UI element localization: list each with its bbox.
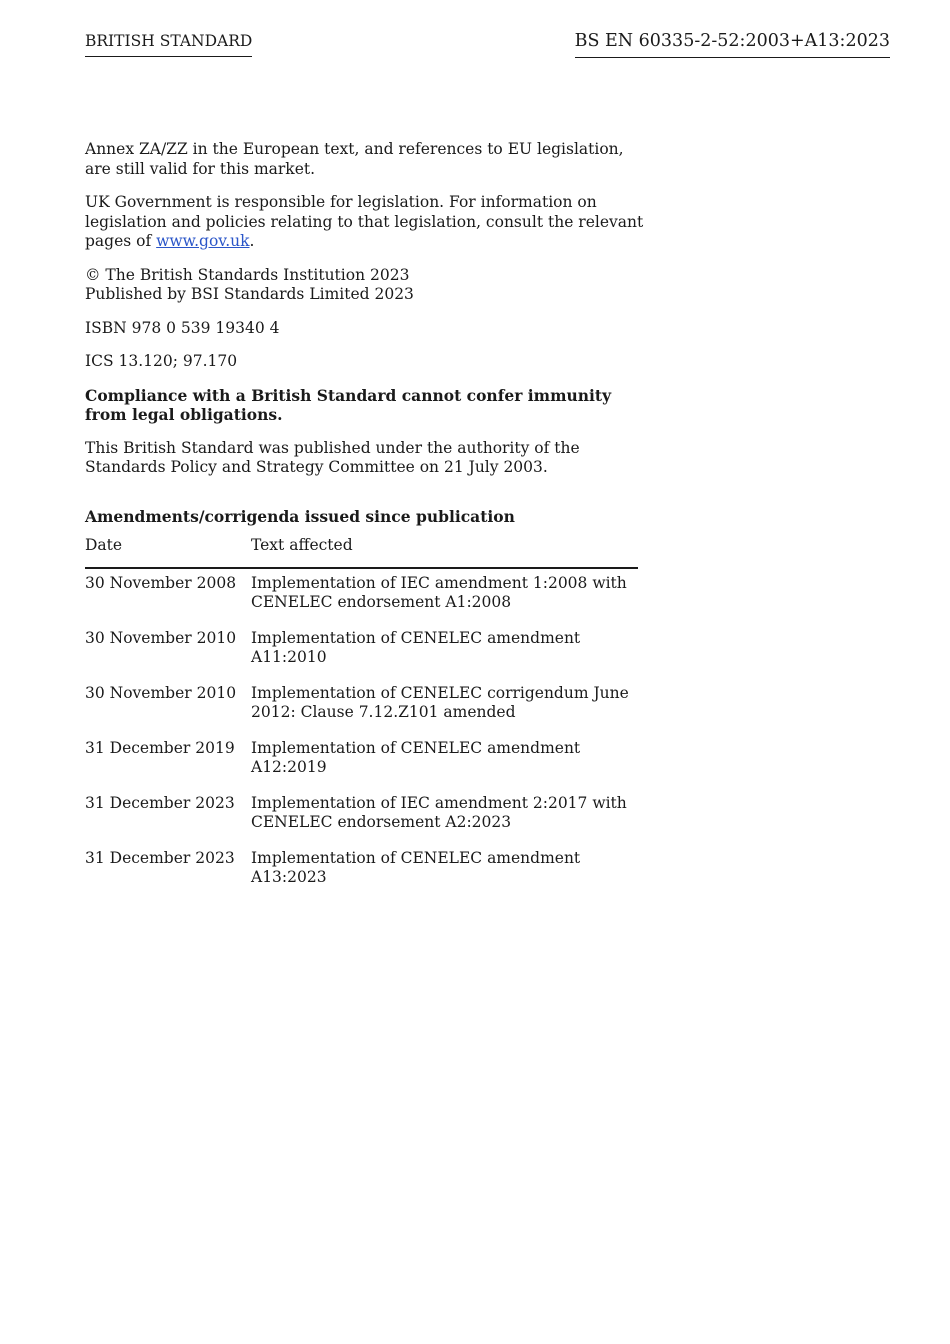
amendment-date: 30 November 2010 (85, 628, 237, 647)
table-row (85, 734, 638, 789)
authority-statement: This British Standard was published under the authority of the Standards Policy and Strategy Committee on 21 July 2003. (85, 438, 580, 476)
amendment-text: Implementation of CENELEC corrigendum June 2012: Clause 7.12.Z101 amended (251, 683, 629, 721)
table-row (85, 679, 638, 734)
column-header-date: Date (85, 536, 251, 568)
copyright-block (85, 266, 645, 305)
amendment-text: Implementation of CENELEC amendment A12:2019 (251, 738, 581, 776)
amendment-text: Implementation of CENELEC amendment A13:2023 (251, 848, 581, 886)
table-row (85, 568, 638, 624)
copyright-line: © The British Standards Institution 2023 (85, 265, 410, 284)
amendment-date: 31 December 2019 (85, 738, 235, 757)
document-body (85, 140, 645, 899)
amendment-date: 30 November 2008 (85, 573, 237, 592)
table-row (85, 789, 638, 844)
amendment-text: Implementation of CENELEC amendment A11:2010 (251, 628, 581, 666)
compliance-statement: Compliance with a British Standard cannot confer immunity from legal obligations. (85, 385, 612, 424)
uk-government-note (85, 193, 645, 252)
amendment-date: 31 December 2023 (85, 793, 235, 812)
table-row (85, 624, 638, 679)
amendment-date: 31 December 2023 (85, 848, 235, 867)
amendments-title: Amendments/corrigenda issued since publication (85, 506, 515, 526)
amendments-table (85, 536, 638, 899)
table-row (85, 844, 638, 899)
amendment-text: Implementation of IEC amendment 1:2008 with CENELEC endorsement A1:2008 (251, 573, 627, 611)
header-label: BRITISH STANDARD (85, 31, 252, 57)
amendment-date: 30 November 2010 (85, 683, 237, 702)
ics: ICS 13.120; 97.170 (85, 352, 238, 370)
annex-note: Annex ZA/ZZ in the European text, and references to EU legislation, are still valid for this market. (85, 140, 624, 178)
uk-gov-suffix: . (249, 232, 255, 250)
isbn: ISBN 978 0 539 19340 4 (85, 318, 280, 337)
standard-number: BS EN 60335-2-52:2003+A13:2023 (575, 30, 890, 58)
gov-uk-link[interactable]: www.gov.uk (156, 232, 250, 250)
column-header-text: Text affected (251, 536, 638, 568)
uk-gov-text: UK Government is responsible for legislation. For information on legislation and policies relating to that legislation, consult the relevant pages of (85, 193, 644, 250)
published-line: Published by BSI Standards Limited 2023 (85, 285, 414, 303)
table-header-row (85, 536, 638, 568)
amendment-text: Implementation of IEC amendment 2:2017 with CENELEC endorsement A2:2023 (251, 793, 627, 831)
